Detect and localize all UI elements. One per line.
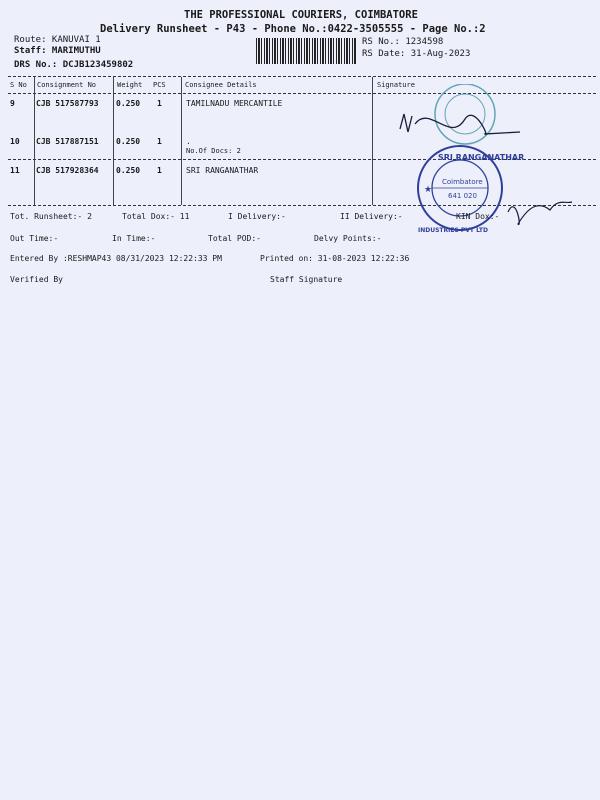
row-docs-note: No.Of Docs: 2 xyxy=(186,147,241,155)
kin-dox: KIN Dox:- xyxy=(456,212,500,221)
delvy-points: Delvy Points:- xyxy=(314,234,382,243)
verified-by: Verified By xyxy=(10,275,63,284)
table-top-rule xyxy=(8,76,596,77)
col-header-pcs: PCS xyxy=(153,81,166,89)
entered-by: Entered By :RESHMAP43 08/31/2023 12:22:33 PM xyxy=(10,254,222,263)
row-sno: 10 xyxy=(10,137,20,146)
signature-scribble xyxy=(400,114,520,134)
stamp-top-text: SRI RANGANATHAR xyxy=(438,153,525,162)
row-weight: 0.250 xyxy=(116,99,141,108)
tot-runsheet: Tot. Runsheet:- 2 xyxy=(10,212,92,221)
row-consignee: TAMILNADU MERCANTILE xyxy=(186,99,283,108)
row-pcs: 1 xyxy=(157,99,162,108)
col-header-weight: Weight xyxy=(117,81,143,89)
in-time: In Time:- xyxy=(112,234,156,243)
signature-scribble-2 xyxy=(508,202,572,224)
out-time: Out Time:- xyxy=(10,234,59,243)
staff-signature: Staff Signature xyxy=(270,275,343,284)
total-dox: Total Dox:- 11 xyxy=(122,212,190,221)
ii-delivery: II Delivery:- xyxy=(340,212,403,221)
col-header-signature: Signature xyxy=(377,81,415,89)
i-delivery: I Delivery:- xyxy=(228,212,286,221)
total-pod: Total POD:- xyxy=(208,234,261,243)
rs-date: RS Date: 31-Aug-2023 xyxy=(362,49,471,59)
col-header-consignment: Consignment No xyxy=(37,81,97,89)
stamp-side-text: INDUSTRIES PVT LTD xyxy=(418,227,489,234)
staff-label: Staff: MARIMUTHU xyxy=(14,46,101,56)
col-separator xyxy=(372,77,373,205)
row-consignment: CJB 517928364 xyxy=(36,166,99,175)
row-sno: 11 xyxy=(10,166,20,175)
row-sno: 9 xyxy=(10,99,15,108)
stamp-city: Coimbatore xyxy=(442,178,483,186)
company-title: THE PROFESSIONAL COURIERS, COIMBATORE xyxy=(184,9,418,21)
stamp-star: ★ xyxy=(424,185,433,195)
row-pcs: 1 xyxy=(157,137,162,146)
drs-number: DRS No.: DCJB123459802 xyxy=(14,60,134,70)
runsheet-subtitle: Delivery Runsheet - P43 - Phone No.:0422-3505555 - Page No.:2 xyxy=(100,23,486,35)
col-separator xyxy=(113,77,114,205)
col-separator xyxy=(181,77,182,205)
route-label: Route: KANUVAI 1 xyxy=(14,35,101,45)
row-consignment: CJB 517587793 xyxy=(36,99,99,108)
signature-stamp-area xyxy=(390,84,600,254)
printed-on: Printed on: 31-08-2023 12:22:36 xyxy=(260,254,410,263)
barcode xyxy=(256,38,356,64)
row-consignment: CJB 517887151 xyxy=(36,137,99,146)
row-pcs: 1 xyxy=(157,166,162,175)
row-weight: 0.250 xyxy=(116,137,141,146)
col-header-consignee: Consignee Details xyxy=(185,81,257,89)
col-separator xyxy=(34,77,35,205)
rs-number: RS No.: 1234598 xyxy=(362,37,444,47)
col-header-sno: S No xyxy=(10,81,27,89)
row-consignee: . xyxy=(186,137,191,146)
stamp-pin: 641 020 xyxy=(448,192,477,200)
row-consignee: SRI RANGANATHAR xyxy=(186,166,259,175)
row-weight: 0.250 xyxy=(116,166,141,175)
